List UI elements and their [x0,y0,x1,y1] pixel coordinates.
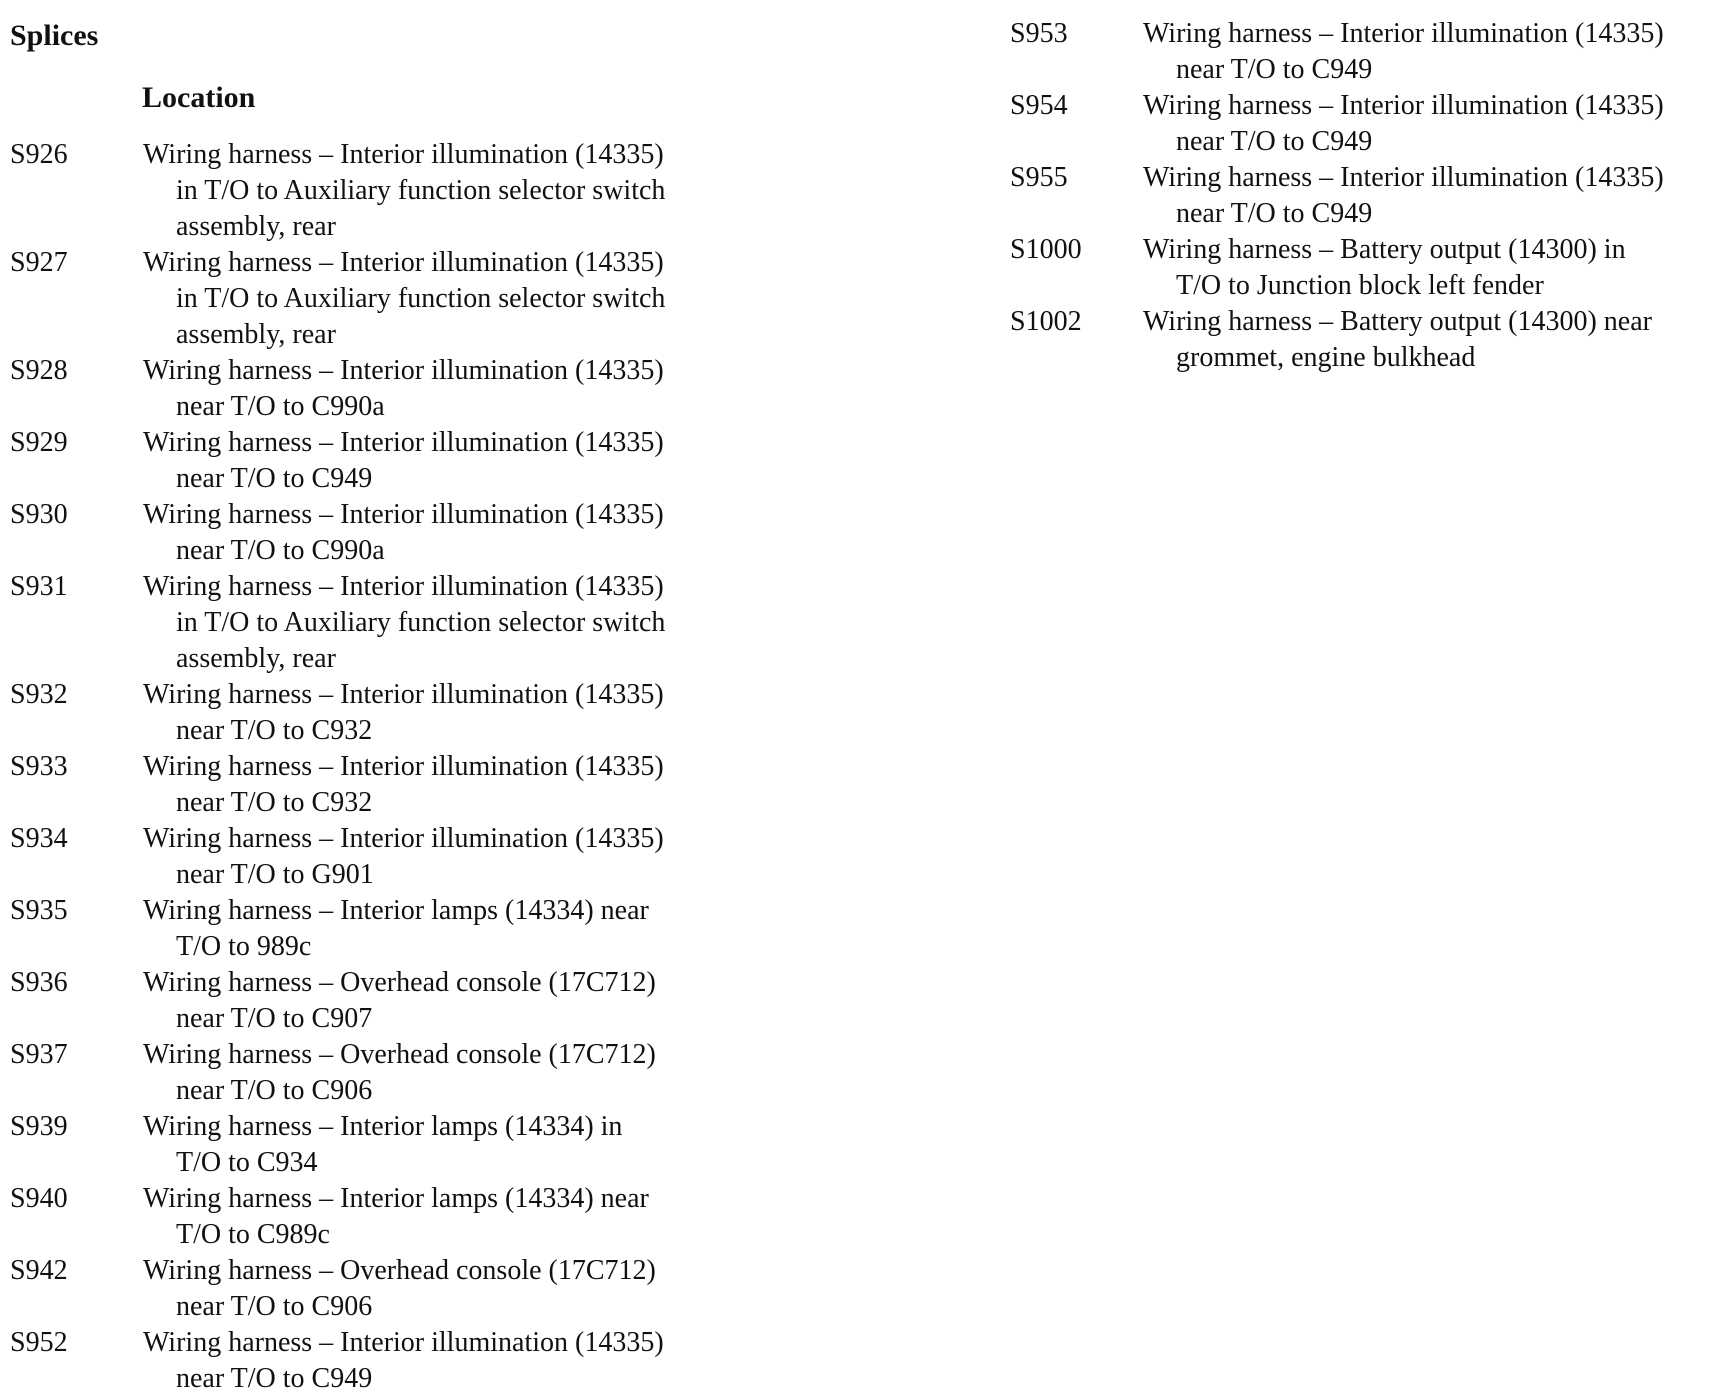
splice-id: S927 [10,247,68,278]
location-column-heading: Location [142,81,256,114]
splice-entry [10,245,730,353]
splice-entry [1010,160,1725,232]
splice-location [143,965,730,1037]
splice-location [143,1109,730,1181]
location-line: assembly, rear [176,643,336,674]
splice-id: S935 [10,895,68,926]
location-line: Wiring harness – Interior illumination (14335) [143,355,664,386]
location-line: Wiring harness – Interior illumination (14335) [1143,18,1664,49]
location-line: Wiring harness – Interior illumination (14335) [143,427,664,458]
location-line: Wiring harness – Interior illumination (14335) [143,247,664,278]
splice-entry [10,497,730,569]
splice-id: S955 [1010,162,1068,193]
splice-id: S928 [10,355,68,386]
location-line: T/O to C989c [176,1219,330,1250]
location-line: near T/O to C949 [176,463,373,494]
splice-location [143,569,730,677]
location-line: near T/O to G901 [176,859,374,890]
splice-id: S952 [10,1327,68,1358]
splice-entry [1010,304,1725,376]
location-line: Wiring harness – Battery output (14300) in [1143,234,1626,265]
splice-entry [10,1253,730,1325]
splice-id: S942 [10,1255,68,1286]
splice-entry [10,893,730,965]
location-line: near T/O to C949 [1176,54,1373,85]
splice-location [1143,16,1725,88]
location-line: Wiring harness – Battery output (14300) near [1143,306,1652,337]
splice-id: S937 [10,1039,68,1070]
splice-location [143,1325,730,1397]
location-line: Wiring harness – Overhead console (17C712) [143,967,656,998]
location-line: assembly, rear [176,211,336,242]
location-line: in T/O to Auxiliary function selector switch [176,283,666,314]
location-line: Wiring harness – Interior illumination (14335) [143,751,664,782]
splice-entry [10,965,730,1037]
splice-id: S1000 [1010,234,1082,265]
splice-location [143,821,730,893]
location-line: near T/O to C949 [1176,126,1373,157]
location-line: near T/O to C949 [176,1363,373,1394]
splice-location [143,353,730,425]
location-line: T/O to Junction block left fender [1176,270,1544,301]
location-line: near T/O to C990a [176,391,385,422]
splice-id: S1002 [1010,306,1082,337]
splice-location [1143,88,1725,160]
splice-entry [10,425,730,497]
location-line: grommet, engine bulkhead [1176,342,1476,373]
location-line: near T/O to C932 [176,787,373,818]
splice-location [1143,304,1725,376]
location-line: Wiring harness – Interior illumination (14335) [143,139,664,170]
location-line: Wiring harness – Interior illumination (14335) [143,499,664,530]
splice-location [1143,232,1725,304]
splice-entry [10,1109,730,1181]
splice-location [1143,160,1725,232]
splice-location [143,425,730,497]
splice-location [143,245,730,353]
location-line: Wiring harness – Interior illumination (14335) [143,679,664,710]
splice-entry [1010,16,1725,88]
splice-id: S954 [1010,90,1068,121]
splice-id: S953 [1010,18,1068,49]
splice-id: S929 [10,427,68,458]
location-line: Wiring harness – Interior illumination (14335) [143,571,664,602]
splice-entry [10,1037,730,1109]
splice-entry [1010,88,1725,160]
location-line: near T/O to C990a [176,535,385,566]
splice-entry [10,353,730,425]
splice-entry [10,1181,730,1253]
splice-entry [10,749,730,821]
splice-id: S931 [10,571,68,602]
location-line: Wiring harness – Interior lamps (14334) near [143,895,649,926]
left-splice-list [10,137,730,1397]
location-line: Wiring harness – Interior illumination (14335) [1143,90,1664,121]
location-line: Wiring harness – Interior lamps (14334) in [143,1111,623,1142]
splice-id: S940 [10,1183,68,1214]
splice-location [143,497,730,569]
location-line: T/O to 989c [176,931,312,962]
location-line: T/O to C934 [176,1147,318,1178]
splice-location [143,893,730,965]
splice-id: S939 [10,1111,68,1142]
splice-location [143,137,730,245]
splice-entry [10,677,730,749]
section-title: Splices [10,19,99,52]
splice-entry [10,137,730,245]
location-line: Wiring harness – Overhead console (17C712) [143,1039,656,1070]
splice-id: S926 [10,139,68,170]
splice-id: S930 [10,499,68,530]
splice-location [143,749,730,821]
splice-id: S933 [10,751,68,782]
location-line: Wiring harness – Interior illumination (14335) [1143,162,1664,193]
location-line: near T/O to C906 [176,1291,373,1322]
splice-id: S932 [10,679,68,710]
location-line: near T/O to C906 [176,1075,373,1106]
location-line: Wiring harness – Interior lamps (14334) near [143,1183,649,1214]
location-line: Wiring harness – Overhead console (17C712) [143,1255,656,1286]
splice-entry [1010,232,1725,304]
location-line: assembly, rear [176,319,336,350]
splice-location [143,677,730,749]
location-line: in T/O to Auxiliary function selector switch [176,175,666,206]
splice-id: S934 [10,823,68,854]
splice-id: S936 [10,967,68,998]
splice-entry [10,569,730,677]
location-line: near T/O to C907 [176,1003,373,1034]
location-line: near T/O to C932 [176,715,373,746]
splice-entry [10,821,730,893]
location-line: Wiring harness – Interior illumination (14335) [143,1327,664,1358]
splice-location [143,1253,730,1325]
splice-entry [10,1325,730,1397]
right-splice-list [1010,16,1725,376]
location-line: near T/O to C949 [1176,198,1373,229]
splice-location [143,1037,730,1109]
location-line: Wiring harness – Interior illumination (14335) [143,823,664,854]
splice-location [143,1181,730,1253]
location-line: in T/O to Auxiliary function selector switch [176,607,666,638]
